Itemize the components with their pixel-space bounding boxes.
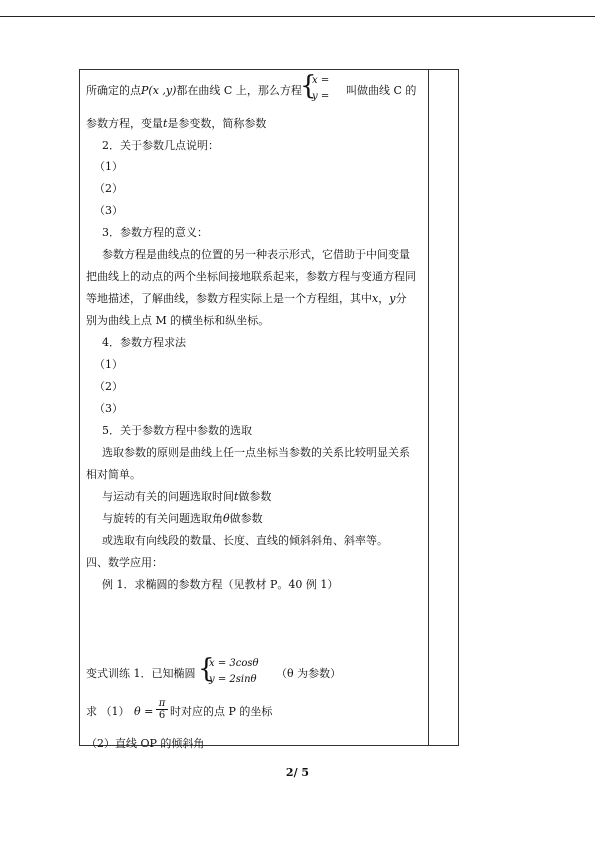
paragraph-line: 参数方程是曲线点的位置的另一种表示形式，它借助于中间变量 [102,248,410,261]
section-2-heading: 2．关于参数几点说明： [102,139,219,152]
fraction-pi-over-6 [156,698,168,721]
system-row-y: y = 2sinθ [209,674,257,685]
variable-x: x [372,292,379,305]
fraction-denominator: 6 [158,710,166,721]
parameter-note: （θ 为参数） [276,667,342,680]
text-segment: 求 （1） [86,705,130,718]
point-notation: P(x ,y) [141,84,177,97]
header-rule [0,16,595,17]
definition-line [86,84,302,98]
text-segment: 做参数 [238,490,272,503]
paragraph-line: 把曲线上的动点的两个坐标间接地联系起来，参数方程与变通方程同 [86,270,416,283]
text-segment: 做参数 [229,512,263,525]
variable-theta: θ [223,512,230,525]
text-segment: 等地描述，了解曲线，参数方程实际上是一个方程组，其中 [86,292,372,305]
system-row-x: x = 3cosθ [209,658,259,669]
lesson-table [79,69,459,746]
text-segment: 叫做曲线 C 的 [346,84,417,97]
notes-column-divider [428,69,429,746]
example-1: 例 1．求椭圆的参数方程（见教材 P。40 例 1） [102,578,339,591]
theta-equals: θ = [134,705,154,718]
text-segment: 所确定的点 [86,84,141,97]
paragraph-line: 或选取有向线段的数量、长度、直线的倾斜斜角、斜率等。 [102,534,388,547]
text-segment: 都在曲线 C 上，那么方程 [176,84,302,97]
text-segment: 时对应的点 P 的坐标 [170,705,273,718]
question-2: （2）直线 OP 的倾斜角 [86,737,205,750]
variable-t: t [234,490,239,503]
text-segment: 分 [395,292,407,305]
variable-t: t [163,117,168,130]
list-item: （2） [94,380,123,393]
list-item: （1） [94,358,123,371]
fraction-numerator: π [156,698,168,710]
list-item: （3） [94,204,123,217]
system-row-y: y = [312,91,330,102]
list-item: （2） [94,182,123,195]
text-segment: 是参变数，简称参数 [167,117,267,130]
paragraph-line: 选取参数的原则是曲线上任一点坐标当参数的关系比较明显关系 [102,446,410,459]
system-row-x: x = [312,75,330,86]
text-segment: 与运动有关的问题选取时间 [102,490,234,503]
variable-y: y [389,292,396,305]
section-4-heading: 4．参数方程求法 [102,336,186,349]
paragraph-line [102,490,271,504]
section-heading-math-application: 四、数学应用： [86,556,163,569]
definition-line-2 [86,117,266,131]
variant-exercise-label: 变式训练 1．已知椭圆 [86,667,196,680]
section-3-heading: 3．参数方程的意义： [102,226,208,239]
paragraph-line: 别为曲线上点 M 的横坐标和纵坐标。 [86,314,270,327]
question-1 [86,705,130,719]
paragraph-line: 相对简单。 [86,468,141,481]
list-item: （3） [94,402,123,415]
left-brace: { [300,71,317,101]
text-segment: 参数方程，变量 [86,117,163,130]
left-brace: { [198,654,215,684]
text-segment: 与旋转的有关问题选取角 [102,512,223,525]
page-number: 2/ 5 [285,766,310,779]
section-5-heading: 5．关于参数方程中参数的选取 [102,424,252,437]
text-segment: ， [378,292,390,305]
paragraph-line [86,292,406,306]
paragraph-line [102,512,263,526]
list-item: （1） [94,160,123,173]
